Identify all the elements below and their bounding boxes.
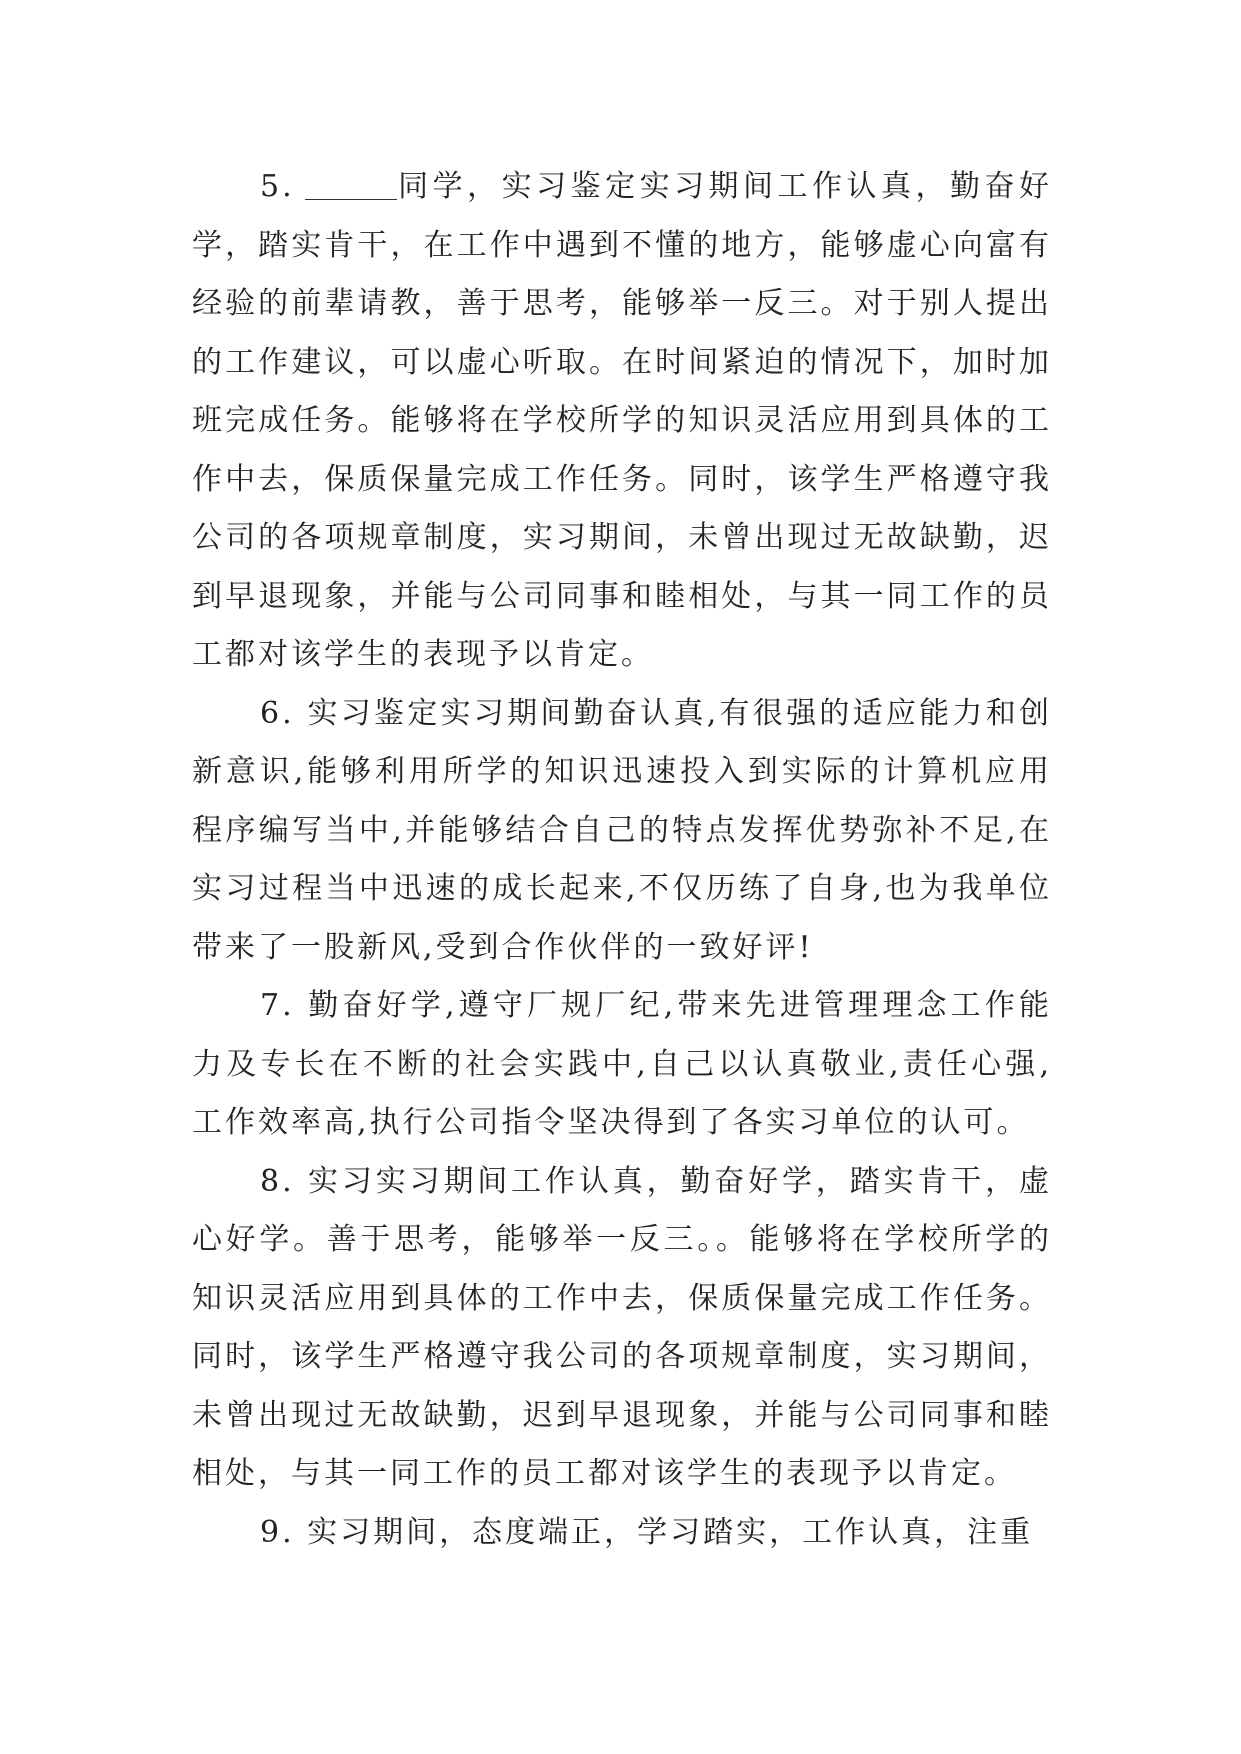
paragraph-9 bbox=[192, 1504, 1052, 1563]
paragraph-text: 实习实习期间工作认真，勤奋好学，踏实肯干，虚心好学。善于思考，能够举一反三。。能够将在学校所学的知识灵活应用到具体的工作中去，保质保量完成工作任务。同时，该学生严格遵守我公司的各项规章制度，实习期间，未曾出现过无故缺勤，迟到早退现象，并能与公司同事和睦相处，与其一同工作的员工都对该学生的表现予以肯定。 bbox=[192, 1163, 1053, 1491]
paragraph-text: 实习鉴定实习期间勤奋认真,有很强的适应能力和创新意识,能够利用所学的知识迅速投入到实际的计算机应用程序编写当中,并能够结合自己的特点发挥优势弥补不足,在实习过程当中迅速的成长起来,不仅历练了自身,也为我单位带来了一股新风,受到合作伙伴的一致好评! bbox=[192, 695, 1052, 965]
paragraph-text: 实习期间，态度端正，学习踏实，工作认真，注重 bbox=[307, 1514, 1034, 1550]
paragraph-5 bbox=[192, 158, 1052, 685]
paragraph-number: 5. bbox=[260, 169, 295, 204]
paragraph-number: 9. bbox=[260, 1514, 295, 1550]
paragraph-8 bbox=[192, 1153, 1052, 1504]
paragraph-7 bbox=[192, 977, 1052, 1153]
paragraph-number: 8. bbox=[260, 1163, 295, 1199]
document-body bbox=[192, 158, 1052, 1562]
paragraph-text: 勤奋好学,遵守厂规厂纪,带来先进管理理念工作能力及专长在不断的社会实践中,自己以认真敬业,责任心强,工作效率高,执行公司指令坚决得到了各实习单位的认可。 bbox=[192, 988, 1052, 1140]
paragraph-6 bbox=[192, 685, 1052, 978]
name-blank bbox=[305, 169, 397, 200]
paragraph-number: 7. bbox=[260, 988, 295, 1023]
paragraph-number: 6. bbox=[260, 695, 295, 731]
paragraph-text: 同学，实习鉴定实习期间工作认真，勤奋好学，踏实肯干，在工作中遇到不懂的地方，能够虚心向富有经验的前辈请教，善于思考，能够举一反三。对于别人提出的工作建议，可以虚心听取。在时间紧迫的情况下，加时加班完成任务。能够将在学校所学的知识灵活应用到具体的工作中去，保质保量完成工作任务。同时，该学生严格遵守我公司的各项规章制度，实习期间，未曾出现过无故缺勤，迟到早退现象，并能与公司同事和睦相处，与其一同工作的员工都对该学生的表现予以肯定。 bbox=[192, 169, 1052, 672]
